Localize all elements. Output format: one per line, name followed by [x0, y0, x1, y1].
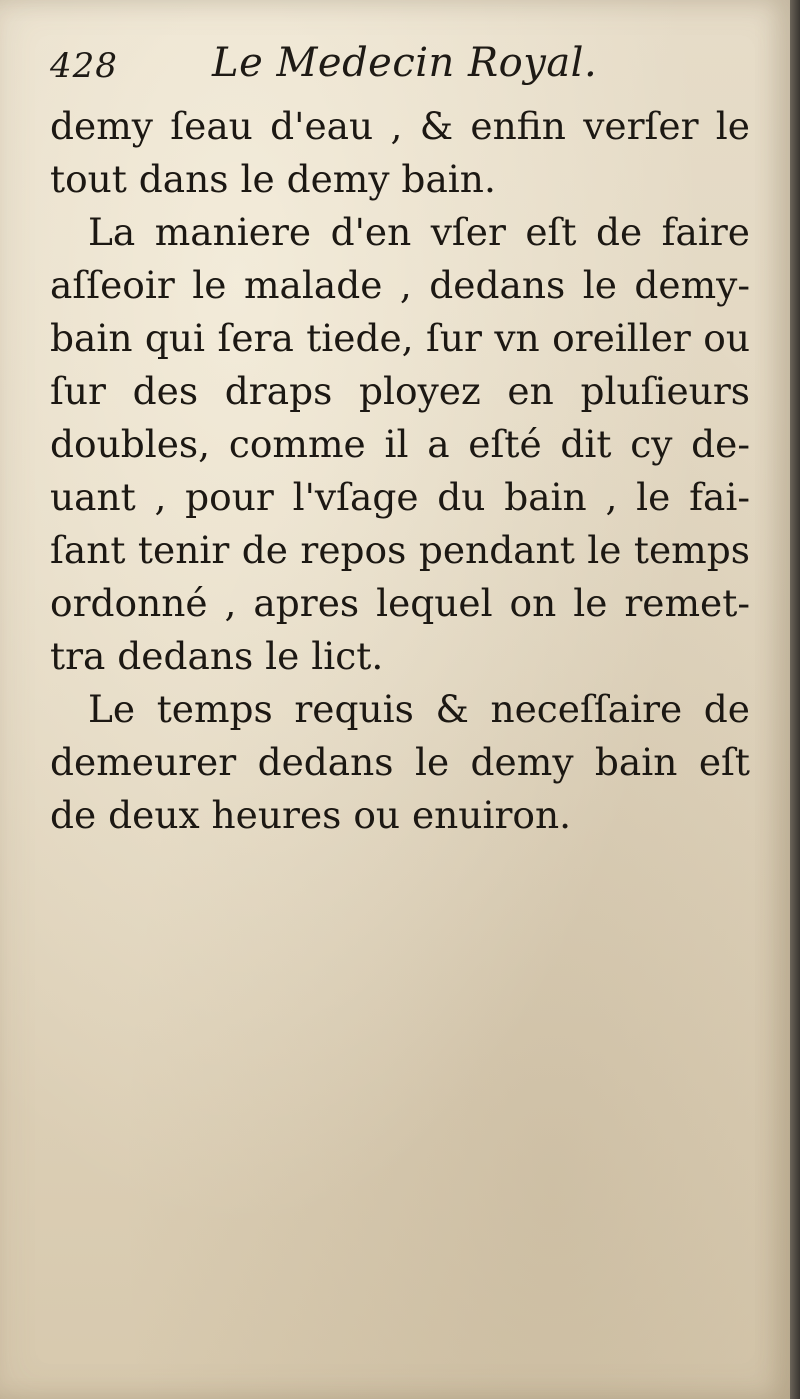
- text-line: La maniere d'en vſer eſt de faire: [88, 210, 750, 254]
- text-line: Le temps requis & neceſſaire de: [88, 687, 750, 731]
- running-title: Le Medecin Royal.: [212, 40, 598, 86]
- paragraph-usage: [50, 206, 750, 683]
- text-line: ſant tenir de repos pendant le temps: [50, 528, 750, 572]
- text-line: tra dedans le lict.: [50, 634, 384, 678]
- body-text: [50, 100, 750, 842]
- text-line: ordonné , apres lequel on le remet-: [50, 581, 750, 625]
- page-edge: [790, 0, 800, 1399]
- text-line: doubles, comme il a eſté dit cy de-: [50, 422, 750, 466]
- text-line: ſur des draps ployez en pluſieurs: [50, 369, 750, 413]
- paragraph-duration: [50, 683, 750, 842]
- text-line: tout dans le demy bain.: [50, 157, 496, 201]
- paragraph-continued: [50, 100, 750, 206]
- text-line: demy ſeau d'eau , & enfin verſer le: [50, 104, 750, 148]
- text-line: de deux heures ou enuiron.: [50, 793, 572, 837]
- text-line: uant , pour l'vſage du bain , le fai-: [50, 475, 750, 519]
- page-header: [50, 40, 750, 98]
- text-line: bain qui ſera tiede, ſur vn oreiller ou: [50, 316, 750, 360]
- text-line: demeurer dedans le demy bain eſt: [50, 740, 750, 784]
- page-number: 428: [50, 46, 118, 86]
- text-line: aſſeoir le malade , dedans le demy-: [50, 263, 750, 307]
